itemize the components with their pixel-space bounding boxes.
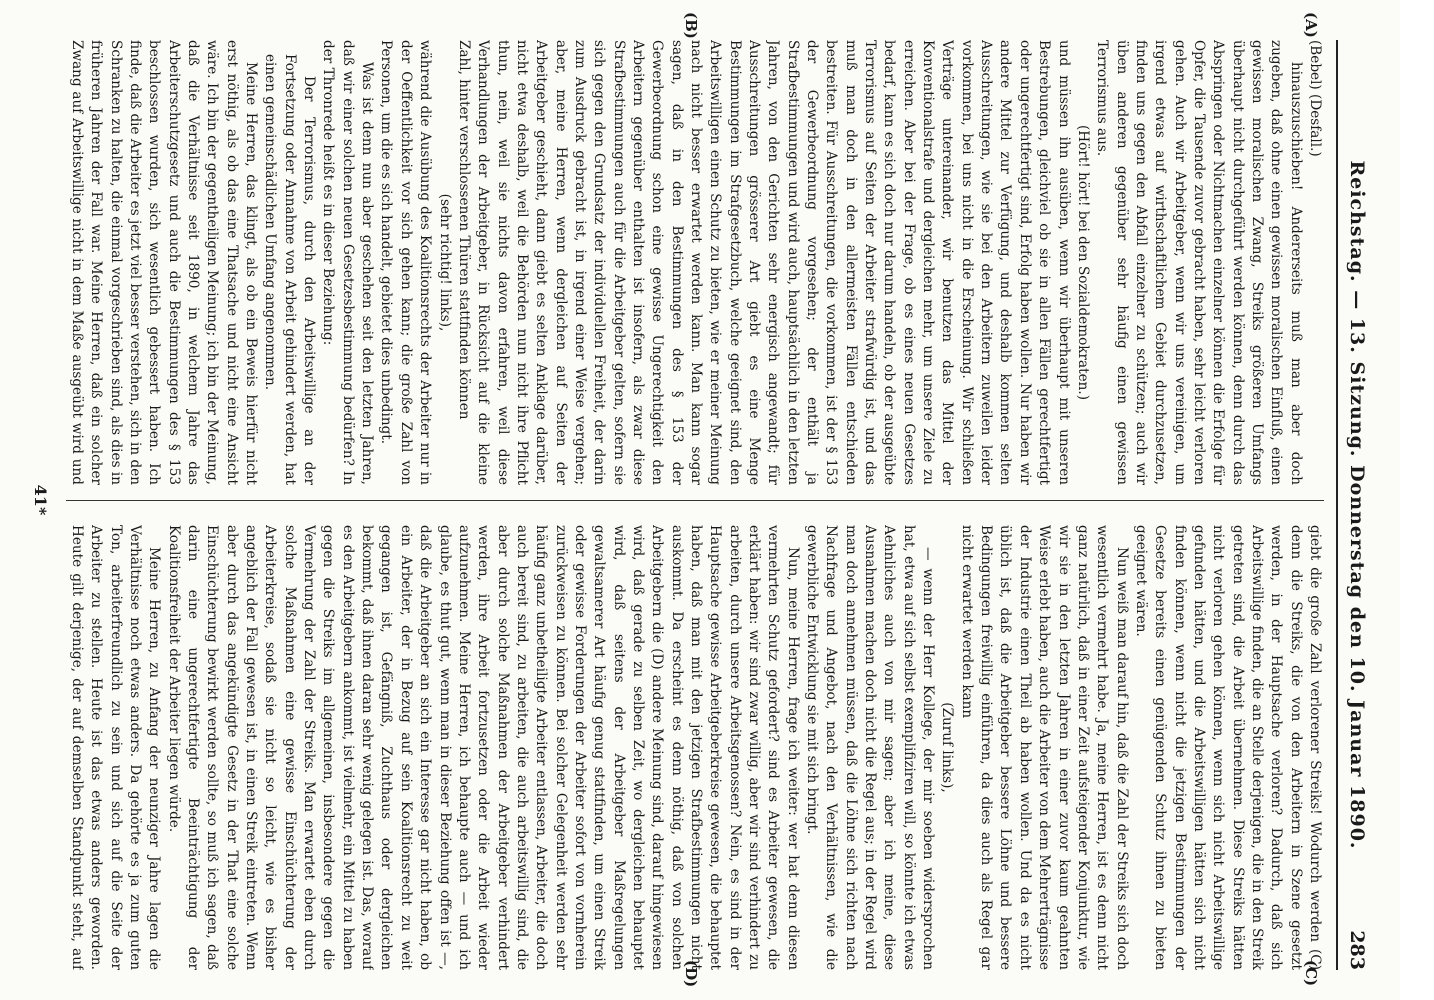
- page-header: [1336, 40, 1372, 970]
- margin-mark-c: (C): [1302, 960, 1320, 987]
- paragraph: Meine Herren, zu Anfang der neunziger Jahre lagen die Verhältnisse noch etwas anders. Da gehörte es ja zum guten Ton, arbeiterfreundlich zu sein und sich auf die Seite der Arbeiter zu stellen. Heute ist das etwas anders geworden. Heute gilt derjenige, der auf demselben Standpunkt steht, auf: [69, 525, 163, 970]
- paragraph: Meine Herren, das klingt, als ob ein Beweis hierfür nicht erst nöthig, als ob das eine Thatsache und nicht eine Ansicht wäre. Ich bin der gegentheiligen Meinung; ich bin der Meinung, daß die Verhältnisse seit 1890, in welchem Jahre das Arbeiterschutzgesetz und auch die Bestimmungen des § 153 beschlossen wurden, sich wesentlich gebessert haben. Ich finde, daß die Arbeiter es jetzt viel besser verstehen, sich in den Schranken zu halten, die einmal vorgeschrieben sind, als dies in früheren Jahren der Fall war. Meine Herren, daß ein solcher Zwang auf Arbeitswillige nicht in dem Maße ausgeübt wird und: [69, 40, 260, 485]
- paragraph: — wenn der Herr Kollege, der mir soeben widersprochen hat, etwa auf sich selbst exemplifiziren will, so könnte ich etwas Aehnliches auch von mir sagen; aber ich meine, diese Ausnahmen machen doch nicht die Regel aus; in der Regel wird man doch annehmen müssen, daß die Löhne sich richten nach Nachfrage und Angebot, nach den Verhältnissen, wie die gewerbliche Entwicklung sie mit sich bringt.: [804, 525, 937, 970]
- sheet-signature: 41*: [31, 484, 50, 516]
- paragraph: Nun weiß man darauf hin, daß die Zahl der Streiks sich doch wesentlich vermehrt habe. Ja, meine Herren, ist es denn nicht ganz natürlich, daß in einer Zeit aufsteigender Konjunktur, wie wir sie in den letzten Jahren in einer zuvor kaum geahnten Weise erlebt haben, auch die Arbeiter von dem Mehrerträgnisse der Industrie einen Theil ab haben wollen. Und da es nicht üblich ist, daß die Arbeitgeber bessere Löhne und bessere Bedingungen freiwillig einführen, da dies auch als Regel gar nicht erwartet werden kann: [958, 525, 1130, 970]
- quotation: Der Terrorismus, durch den Arbeitswillige an der Fortsetzung oder Annahme von Arbeit gehindert werden, hat einen gemeinschädlichen Umfang angenommen.: [262, 54, 318, 485]
- text-column-right: [66, 525, 1324, 970]
- paragraph: während die Ausübung des Koalitionsrechts der Arbeiter nur in der Oeffentlichkeit vor sich gehen kann; die große Zahl von Personen, um die es sich handelt, gebietet dies unbedingt.: [378, 40, 434, 485]
- paragraph: Was ist denn nun aber geschehen seit den letzten Jahren, daß wir einer solchen neuen Gesetzesbestimmung bedürfen? In der Thronrede heißt es in dieser Beziehung:: [320, 40, 376, 485]
- paragraph: hinauszuschieben! Andererseits muß man aber doch zugeben, daß ohne einen gewissen moralischen Einfluß, einen gewissen moralischen Zwang, Streiks größeren Umfangs überhaupt nicht durchgeführt werden können, denn durch das Abspringen oder Nichtmachen einzelner können die Erfolge für Opfer, die Tausende zuvor gebracht haben, sehr leicht verloren gehen. Auch wir Arbeitgeber, wenn wir uns vereinigen, um irgend etwas auf wirthschaftlichem Gebiet durchzusetzen, finden uns gegen den Abfall einzelner zu schützen; auch wir üben anderen gegenüber sehr häufig einen gewissen Terrorismus aus.: [1094, 40, 1304, 485]
- margin-mark-b: (B): [682, 12, 700, 39]
- column-divider: [66, 500, 1324, 501]
- interjection: (Hört! hört! bei den Sozialdemokraten.): [1074, 124, 1091, 400]
- paragraph: (Bebel) (Desfall.): [1307, 40, 1323, 157]
- paragraph: giebt die große Zahl verlorener Streiks! Wodurch werden (C) denn die Streiks, die von den Arbeitern in Szene gesetzt werden, in der Hauptsache verloren? Dadurch, daß sich Arbeitswillige finden, die an Stelle derjenigen, die in den Streik getreten sind, die Arbeit übernehmen. Diese Streiks hätten nicht verloren gehen können, wenn sich nicht Arbeitswillige gefunden hätten, und die Arbeitswilligen hätten sich nicht finden können, wenn nicht die jetzigen Bestimmungen der Gesetze bereits einen genügenden Schutz ihnen zu bieten geeignet wären.: [1132, 525, 1323, 970]
- interjection: (Zuruf links),: [939, 702, 956, 793]
- interjection: (sehr richtig! links),: [436, 193, 453, 332]
- margin-mark-a: (A): [1302, 12, 1320, 38]
- page-header-title: Reichstag. — 13. Sitzung. Donnerstag den 10. Januar 1890.: [1346, 160, 1368, 850]
- page-number: 283: [1346, 930, 1368, 970]
- margin-mark-d: (D): [682, 960, 700, 988]
- paragraph: und müssen ihn ausüben, wenn wir überhaupt mit unseren Bestrebungen, gleichviel ob sie in allen Fällen gerechtfertigt oder ungerechtfertigt sind, Erfolg haben wollen. Nur haben wir andere Mittel zur Verfügung, und deshalb kommen selten Ausschreitungen, wie sie bei den Arbeitern zuweilen leider vorkommen, bei uns nicht in die Erscheinung. Wir schließen Verträge untereinander, wir benutzen das Mittel der Konventionalstrafe und dergleichen mehr, um unsere Ziele zu erreichen. Aber bei der Frage, ob es eines neuen Gesetzes bedarf, kann es sich doch nur darum handeln, ob der ausgeübte Terrorismus auf Seiten der Arbeiter strafwürdig ist, und das muß man doch in den allermeisten Fällen entschieden bestreiten. Für Ausschreitungen, die vorkommen, ist der § 153 der Gewerbeordnung vorgesehen; der enthält ja Strafbestimmungen und wird auch, hauptsächlich in den letzten Jahren, von den Gerichten sehr energisch angewandt; für Ausschreitungen grösserer Art giebt es eine Menge Bestimmungen im Strafgesetzbuch, welche geeignet sind, den Arbeitswilligen einen Schutz zu bieten, wie er meiner Meinung nach nicht besser erwartet werden kann. Man kann sogar sagen, daß in den Bestimmungen des § 153 der Gewerbeordnung schon eine gewisse Ungerechtigkeit den Arbeitern gegenüber enthalten ist insofern, als zwar diese Strafbestimmungen auch für die Arbeitgeber gelten, sofern sie sich gegen den Grundsatz der individuellen Freiheit, der darin zum Ausdruck gebracht ist, in irgend einer Weise vergehen; aber, meine Herren, wenn dergleichen auf Seiten der Arbeitgeber geschieht, dann giebt es selten Anklage darüber, nicht etwa deshalb, weil die Behörden nun nicht ihre Pflicht thun, nein, weil sie nichts davon erfahren, weil diese Verhandlungen der Arbeitgeber, in Rücksicht auf die kleine Zahl, hinter verschlossenen Thüren stattfinden können: [455, 40, 1072, 485]
- text-column-left: [66, 40, 1324, 485]
- paragraph: Nun, meine Herren, frage ich weiter: wer hat denn diesen vermehrten Schutz gefordert? sind es Arbeiter gewesen, die erklärt haben: wir sind zwar willig, aber wir sind verhindert zu arbeiten, durch unsere Arbeitsgenossen? Nein, es sind in der Hauptsache gewisse Arbeitgeberkreise gewesen, die behauptet haben, daß man mit den jetzigen Strafbestimmungen nicht auskommt. Da erscheint es denn nöthig, daß von solchen Arbeitgebern die (D) andere Meinung sind, darauf hingewiesen wird, daß gerade zu selben Zeit, wo dergleichen behauptet wird, daß seitens der Arbeitgeber Maßregelungen gewaltsamerer Art häufig genug stattfinden, um einen Streik oder gewisse Forderungen der Arbeiter sofort von vornherein zurückweisen zu können. Bei solcher Gelegenheit werden sehr häufig ganz unbetheiligte Arbeiter entlassen, Arbeiter, die doch auch bereit sind, zu arbeiten, die auch arbeitswillig sind, die aber durch solche Maßnahmen der Arbeitgeber verhindert werden, ihre Arbeit fortzusetzen oder die Arbeit wieder aufzunehmen. Meine Herren, ich behaupte auch — und ich glaube, es thut gut, wenn man in dieser Beziehung offen ist —, daß die Arbeitgeber an sich ein Interesse gar nicht haben, ob ein Arbeiter, der in Bezug auf sein Koalitionsrecht zu weit gegangen ist, Gefängniß, Zuchthaus oder dergleichen bekommt, daß ihnen daran sehr wenig gelegen ist. Das, worauf es den Arbeitgebern ankommt, ist vielmehr, ein Mittel zu haben gegen die Streiks im allgemeinen, insbesondere gegen die Vermehrung der Zahl der Streiks. Man erwartet eben durch solche Maßnahmen eine gewisse Einschüchterung der Arbeiterkreise, sodaß sie nicht so leicht, wie es bisher angeblich der Fall gewesen ist, in einen Streik eintreten. Wenn aber durch das angekündigte Gesetz in der That eine solche Einschüchterung bewirkt werden sollte, so muß ich sagen, daß darin eine ungerechtfertigte Beeinträchtigung der Koalitionsfreiheit der Arbeiter liegen würde.: [165, 525, 801, 970]
